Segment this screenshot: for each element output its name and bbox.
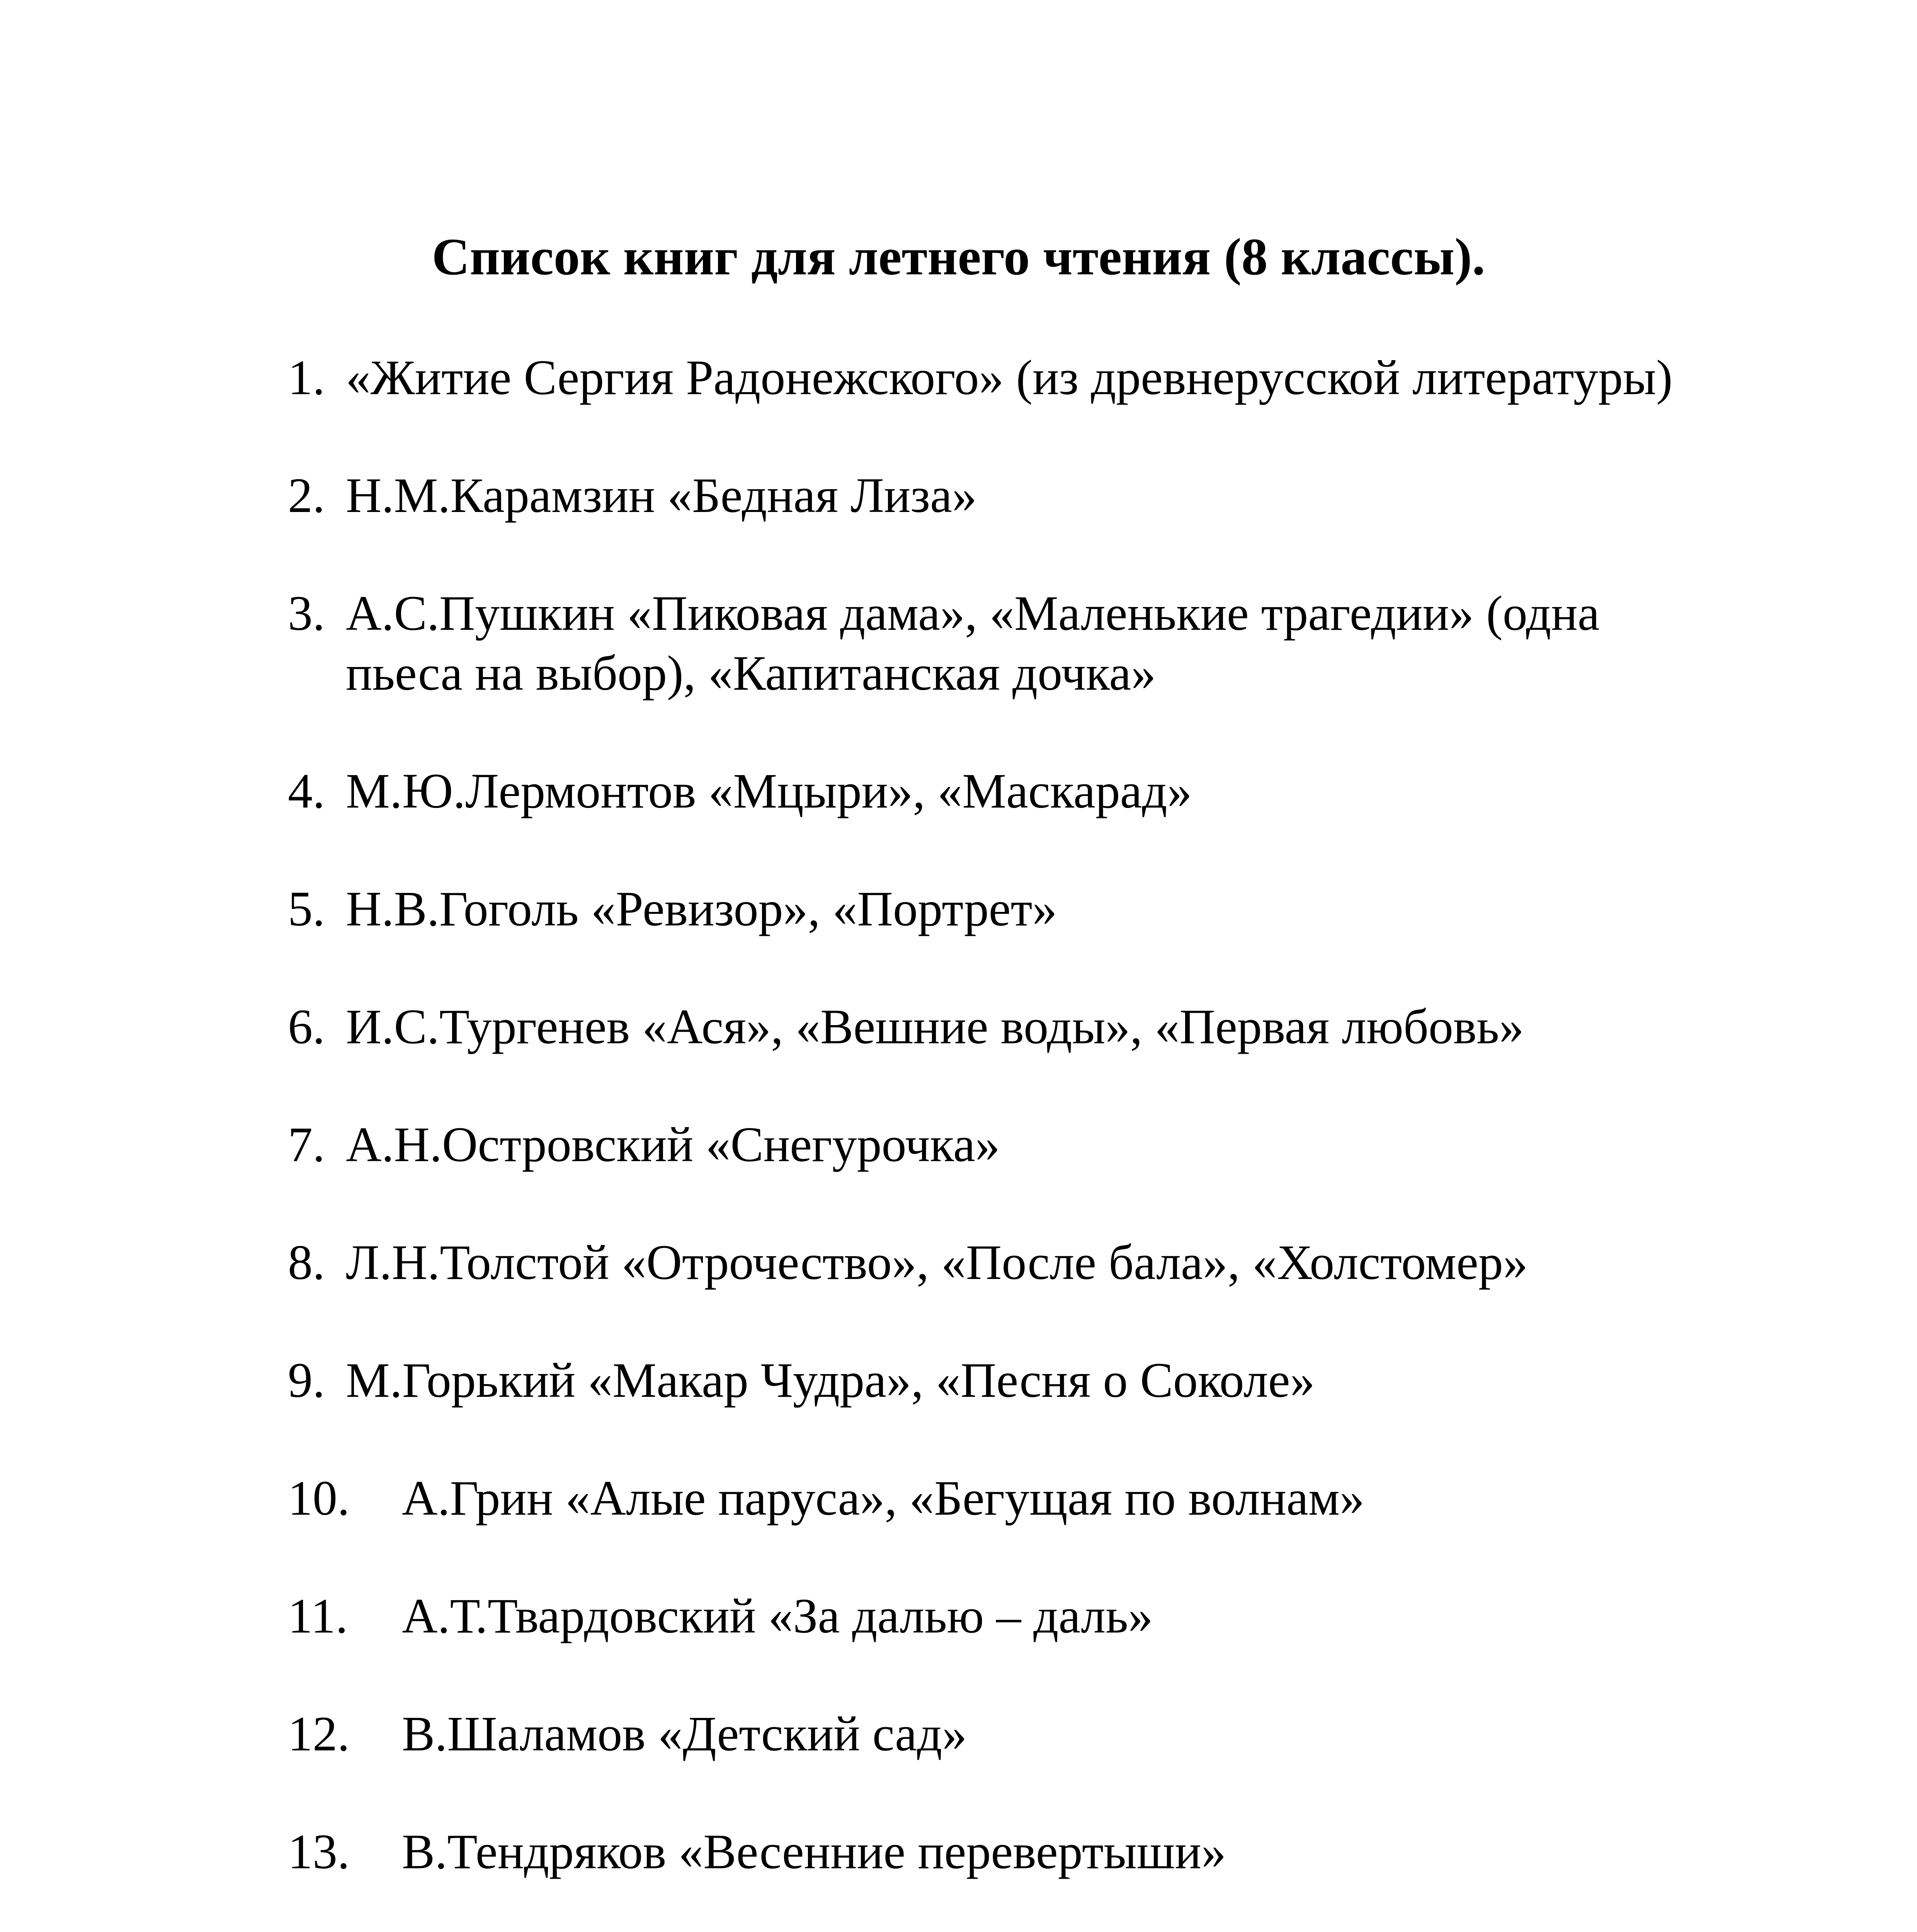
item-text: М.Горький «Макар Чудра», «Песня о Соколе» — [346, 1353, 1315, 1408]
item-number: 12. — [288, 1706, 350, 1761]
item-number: 7. — [288, 1117, 325, 1172]
item-text: М.Ю.Лермонтов «Мцыри», «Маскарад» — [346, 764, 1192, 818]
item-number: 4. — [288, 764, 325, 818]
item-text: А.Грин «Алые паруса», «Бегущая по волнам» — [402, 1471, 1364, 1526]
item-number: 9. — [288, 1353, 325, 1408]
item-number: 1. — [288, 350, 325, 405]
item-number: 13. — [288, 1824, 350, 1879]
item-text: Н.М.Карамзин «Бедная Лиза» — [346, 468, 977, 523]
item-number: 2. — [288, 468, 325, 523]
item-text: Л.Н.Толстой «Отрочество», «После бала», «Холстомер» — [346, 1235, 1528, 1290]
item-number: 6. — [288, 999, 325, 1054]
item-number: 3. — [288, 586, 325, 641]
item-text: Н.В.Гоголь «Ревизор», «Портрет» — [346, 881, 1057, 936]
item-text: В.Шаламов «Детский сад» — [402, 1706, 967, 1761]
item-number: 8. — [288, 1235, 325, 1290]
item-number: 10. — [288, 1471, 350, 1526]
page-title: Список книг для летнего чтения (8 классы). — [432, 228, 1485, 286]
item-text: А.Н.Островский «Снегурочка» — [346, 1117, 1000, 1172]
item-text: И.С.Тургенев «Ася», «Вешние воды», «Первая любовь» — [346, 999, 1524, 1054]
item-number: 11. — [288, 1588, 348, 1643]
item-text: А.С.Пушкин «Пиковая дама», «Маленькие трагедии» (одна пьеса на выбор), «Капитанская дочка» — [346, 586, 1600, 701]
item-text: А.Т.Твардовский «За далью – даль» — [402, 1588, 1153, 1643]
item-text: «Житие Сергия Радонежского» (из древнерусской литературы) — [346, 350, 1673, 405]
item-text: В.Тендряков «Весенние перевертыши» — [402, 1824, 1226, 1879]
item-number: 5. — [288, 881, 325, 936]
